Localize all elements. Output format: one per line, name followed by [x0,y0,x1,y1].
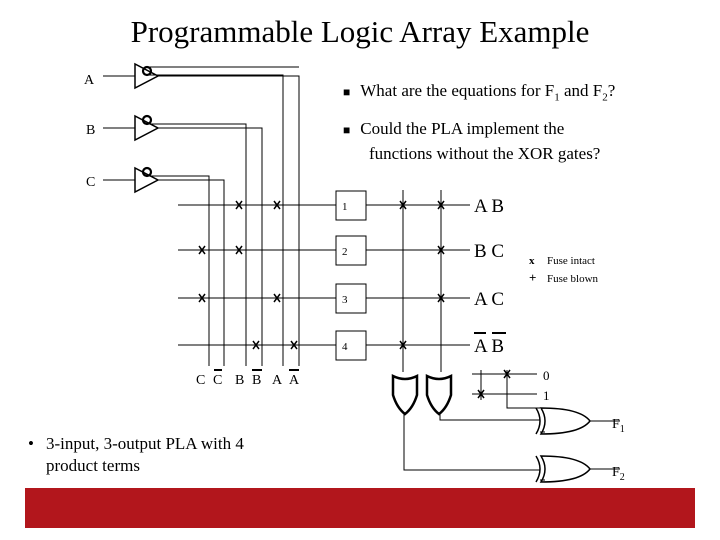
column-label-a: A [272,373,283,388]
input-buffer-c [135,168,158,192]
legend-blown-symbol: + [529,270,537,285]
column-label-b: B [235,373,245,388]
bullet-note: • 3-input, 3-output PLA with 4 product terms [28,434,244,475]
constant-one: 1 [543,388,550,403]
bullet-question-1: ■ What are the equations for $F_1$ and $F_2$? [343,81,616,104]
xor-gate-1 [536,408,590,434]
or-gate-1 [393,376,417,414]
square-bullet-icon: ■ [343,85,351,99]
xor-gate-2 [536,456,590,482]
and-gate-2 [336,236,366,265]
constant-zero: 0 [543,368,550,383]
legend-intact: Fuse intact [547,255,595,267]
term-label-ab: A B [474,196,505,217]
output-f1: $F_1$ [612,417,625,435]
input-label-a: A [84,73,95,88]
input-label-b: B [86,123,96,138]
output-f2: $F_2$ [612,465,625,483]
term-label-bc: B C [474,241,505,262]
and-gate-1 [336,191,366,220]
bullet-dot-icon: • [28,434,34,453]
input-buffer-b [135,116,158,140]
product-term-2: 2 [342,246,348,258]
term-label-ac: A C [474,289,505,310]
product-term-3: 3 [342,294,348,306]
column-label-a-bar: A [289,373,300,388]
column-label-c: C [196,373,206,388]
or-gate-2 [427,376,451,414]
column-label-b-bar: B [252,373,262,388]
product-term-1: 1 [342,201,348,213]
square-bullet-icon: ■ [343,123,351,137]
legend-intact-symbol: x [529,255,535,267]
legend-blown: Fuse blown [547,273,599,285]
page-title: Programmable Logic Array Example [130,14,590,49]
and-gate-3 [336,284,366,313]
input-buffer-a [135,64,158,88]
product-term-4: 4 [342,341,348,353]
bullet-question-2: ■ Could the PLA implement the functions without the XOR gates? [343,119,601,163]
input-label-c: C [86,175,96,190]
column-label-c-bar: C [213,373,223,388]
term-label-ab-bar: A B [474,336,505,357]
footer-bar [25,488,695,528]
and-gate-4 [336,331,366,360]
